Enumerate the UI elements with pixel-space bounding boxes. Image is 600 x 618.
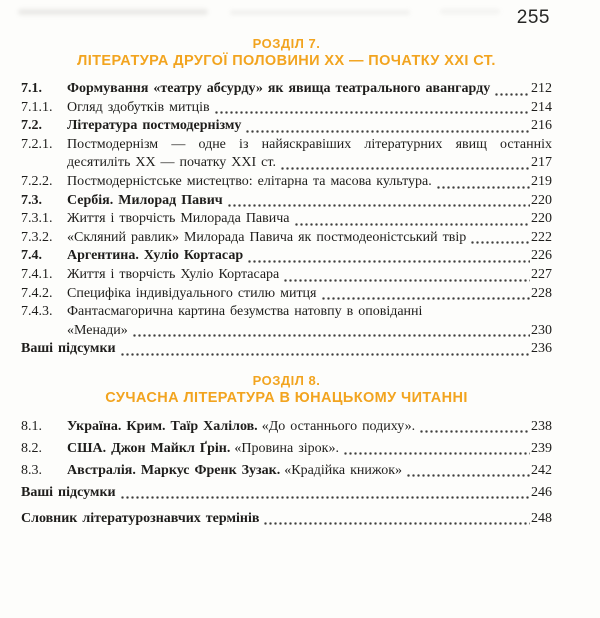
section-7-title: ЛІТЕРАТУРА ДРУГОЇ ПОЛОВИНИ ХХ — ПОЧАТКУ ХХІ СТ.: [77, 53, 496, 69]
dot-leader: [321, 297, 531, 300]
dot-leader: [283, 279, 530, 282]
entry-number: 7.1.: [21, 81, 42, 96]
dot-leader: [470, 241, 530, 244]
entry-title: [67, 461, 402, 480]
entry-title-rest: «Провина зірок».: [234, 440, 339, 456]
entry-title: Ваші підсумки: [21, 484, 116, 500]
entry-number: 7.2.1.: [21, 136, 53, 152]
toc-entry: [21, 99, 552, 118]
toc-entry-glossary: [21, 509, 552, 528]
entry-number: 7.3.: [21, 192, 42, 208]
entry-title-bold: США. Джон Майкл Ґрін.: [67, 440, 231, 456]
dot-leader: [294, 223, 530, 226]
toc-entry: [21, 80, 552, 99]
toc-entry: [21, 461, 552, 480]
dot-leader: [436, 186, 530, 189]
page-number: 255: [516, 7, 550, 28]
dot-leader: [247, 260, 530, 263]
entry-number: 7.1.1.: [21, 99, 53, 115]
entry-number: 7.2.2.: [21, 173, 53, 189]
entry-page: 216: [531, 118, 552, 134]
section-8-title: СУЧАСНА ЛІТЕРАТУРА В ЮНАЦЬКОМУ ЧИТАННІ: [105, 389, 468, 406]
dot-leader: [406, 474, 530, 477]
dot-leader: [343, 452, 530, 455]
entry-title-rest: «Крадійка книжок»: [284, 462, 403, 478]
entry-title-line1: Постмодернізм — одне із найяскравіших літературних явищ останніх: [67, 136, 552, 152]
section-8-entries: [21, 417, 552, 528]
entry-title-line2: десятиліть XX — початку XXI ст.: [67, 155, 276, 171]
toc-page: [21, 0, 552, 531]
toc-entry: [21, 417, 552, 436]
entry-title: Аргентина. Хуліо Кортасар: [67, 248, 244, 264]
toc-entry: [21, 229, 552, 248]
toc-entry-summary: [21, 340, 552, 359]
entry-title: Література постмодернізму: [67, 118, 242, 134]
entry-number: 7.4.1.: [21, 266, 53, 282]
entry-title-bold: Україна. Крим. Таїр Халілов.: [67, 418, 258, 434]
entry-page: 230: [531, 322, 552, 338]
dot-leader: [132, 334, 530, 337]
entry-title: Сербія. Милорад Павич: [67, 192, 223, 208]
entry-title-line2: «Менади»: [67, 322, 128, 338]
dot-leader: [245, 130, 530, 133]
toc-entry: [21, 247, 552, 266]
toc-entry: [21, 266, 552, 285]
entry-title: Формування «театру абсурду» як явища театрального авангарду: [67, 81, 491, 96]
entry-number: 7.4.2.: [21, 285, 53, 301]
entry-page: 227: [531, 266, 552, 282]
entry-title: Ваші підсумки: [21, 341, 116, 357]
entry-page: 238: [531, 418, 552, 434]
entry-title: [67, 417, 415, 436]
dot-leader: [227, 204, 530, 207]
entry-page: 248: [531, 510, 552, 526]
toc-entry: [21, 173, 552, 192]
toc-entry: [21, 136, 552, 173]
entry-title: Словник літературознавчих термінів: [21, 510, 260, 526]
entry-number: 7.2.: [21, 118, 42, 134]
entry-number: 7.4.: [21, 248, 42, 264]
entry-number: 8.2.: [21, 440, 42, 456]
toc-entry: [21, 117, 552, 136]
entry-page: 219: [531, 173, 552, 189]
entry-number: 8.1.: [21, 418, 42, 434]
toc-entry: [21, 439, 552, 458]
entry-title: Постмодерністське мистецтво: елітарна та масова культура.: [67, 173, 432, 189]
dot-leader: [419, 430, 530, 433]
entry-page: 212: [531, 81, 552, 96]
entry-page: 217: [531, 155, 552, 171]
entry-title-wrap: [67, 303, 552, 340]
entry-title: Життя і творчість Милорада Павича: [67, 211, 290, 227]
entry-title: Життя і творчість Хуліо Кортасара: [67, 266, 280, 282]
entry-title-bold: Австралія. Маркус Френк Зузак.: [67, 462, 281, 478]
section-8-label: РОЗДІЛ 8.: [252, 372, 321, 388]
entry-page: 214: [531, 99, 552, 115]
entry-title: «Скляний равлик» Милорада Павича як постмодеоністський твір: [67, 229, 467, 245]
entry-title-line2-row: [67, 322, 552, 341]
toc-entry: [21, 303, 552, 340]
section-8-heading: [21, 373, 552, 408]
entry-number: 7.3.1.: [21, 211, 53, 227]
entry-title: [67, 439, 339, 458]
toc-entry: [21, 285, 552, 304]
entry-title-rest: «До останнього подиху».: [261, 418, 416, 434]
section-7-label: РОЗДІЛ 7.: [252, 36, 321, 51]
dot-leader: [280, 167, 530, 170]
section-7-heading: [21, 0, 552, 71]
entry-page: 222: [531, 229, 552, 245]
entry-page: 226: [531, 248, 552, 264]
entry-page: 242: [531, 462, 552, 478]
entry-number: 8.3.: [21, 462, 42, 478]
dot-leader: [120, 496, 530, 499]
dot-leader: [494, 93, 530, 96]
entry-page: 228: [531, 285, 552, 301]
toc-entry: [21, 192, 552, 211]
dot-leader: [214, 111, 530, 114]
entry-title-line1: Фантасмагорична картина безумства натовпу в оповіданні: [67, 304, 423, 320]
entry-page: 236: [531, 341, 552, 357]
entry-page: 220: [531, 211, 552, 227]
entry-title-line2-row: [67, 154, 552, 173]
entry-page: 246: [531, 484, 552, 500]
dot-leader: [120, 353, 530, 356]
section-7-entries: [21, 80, 552, 359]
entry-title-wrap: [67, 136, 552, 173]
entry-number: 7.4.3.: [21, 304, 53, 320]
entry-title: Огляд здобутків митців: [67, 99, 210, 115]
entry-page: 239: [531, 440, 552, 456]
dot-leader: [263, 522, 530, 525]
entry-number: 7.3.2.: [21, 229, 53, 245]
entry-title: Специфіка індивідуального стилю митця: [67, 285, 317, 301]
entry-page: 220: [531, 192, 552, 208]
toc-entry: [21, 210, 552, 229]
toc-entry-summary: [21, 483, 552, 502]
